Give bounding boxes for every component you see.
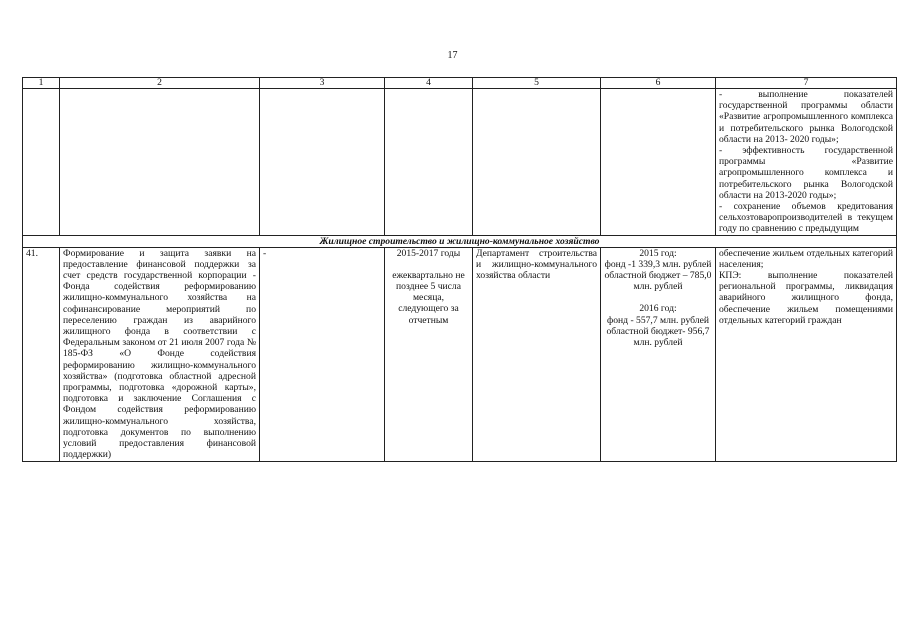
result-cell [716, 247, 897, 461]
funding-2016-fund: фонд - 557,7 млн. рублей [607, 314, 709, 326]
result-item: обеспечение жильем отдельных категорий населения; [719, 247, 893, 270]
frequency: ежеквартально не позднее 5 числа месяца, следующего за отчетным [392, 269, 465, 326]
executor: Департамент строительства и жилищно-коммунального хозяйства области [473, 247, 601, 461]
result-item: КПЭ: выполнение показателей региональной программы, ликвидация аварийного жилищного фонда, обеспечение жильем помещениями отдельных категорий граждан [719, 270, 893, 326]
section-header-row [23, 235, 897, 247]
column-header: 7 [716, 78, 897, 89]
period: 2015-2017 годы [396, 247, 461, 259]
funding-2015-budget: областной бюджет – 785,0 млн. рублей [604, 270, 712, 293]
column-header: 4 [385, 78, 473, 89]
result-item: - эффективность государственной программы «Развитие агропромышленного комплекса и потребительского рынка Вологодской области на 2013-2020 годы»; [719, 145, 893, 201]
result-item: - выполнение показателей государственной программы области «Развитие агропромышленного комплекса и потребительского рынка Вологодской области на 2013- 2020 годы»; [719, 89, 893, 145]
event-description: Формирование и защита заявки на предоставление финансовой поддержки за счет средств государственной корпорации - Фонда содействия реформированию жилищно-коммунального хозяйства на софинансирование мероприятий по переселению граждан из аварийного жилищного фонда в соответствии с Федеральным законом от 21 июля 2007 года № 185-ФЗ «О Фонде содействия реформированию жилищно-коммунального хозяйства» (подготовка областной адресной программы, подготовка «дорожной карты», подготовка и заключение Соглашения с Фондом содействия реформированию жилищно-коммунального хозяйства, подготовка документов по выполнению условий предоставления финансовой поддержки) [60, 247, 260, 461]
table-row [23, 247, 897, 461]
column-header: 1 [23, 78, 60, 89]
table-row-continued [23, 89, 897, 236]
events-table [22, 77, 897, 462]
funding-2015-fund: фонд -1 339,3 млн. рублей [604, 258, 712, 270]
row-number: 41. [23, 247, 60, 461]
funding-2016-title: 2016 год: [639, 303, 677, 315]
funding-cell [601, 247, 716, 461]
column-header: 6 [601, 78, 716, 89]
column-header: 3 [260, 78, 385, 89]
funding-2016-budget: областной бюджет- 956,7 млн. рублей [606, 325, 710, 349]
funding-2015-title: 2015 год: [639, 247, 677, 259]
result-item: - сохранение объемов кредитования сельхозтоваропроизводителей в текущем году по сравнению с предыдущим [719, 201, 893, 235]
column-header: 5 [473, 78, 601, 89]
section-title: Жилищное строительство и жилищно-коммунальное хозяйство [23, 235, 897, 247]
page-number: 17 [447, 50, 458, 61]
column-header: 2 [60, 78, 260, 89]
column-number-row [23, 78, 897, 89]
result-cell [716, 89, 897, 236]
period-cell [385, 247, 473, 461]
col3-value: - [260, 247, 385, 461]
